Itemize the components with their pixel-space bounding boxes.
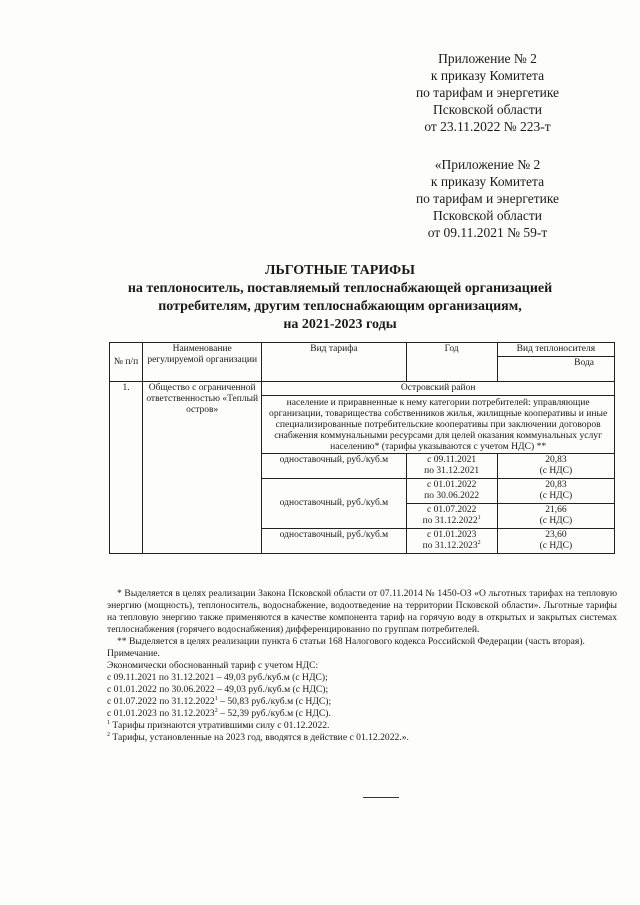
header-tariff-type: Вид тарифа [262,343,406,382]
cell-tariff-type: одноставочный, руб./куб.м [262,479,406,529]
cell-organization: Общество с ограниченной ответственностью «Теплый остров» [143,382,262,554]
title-line: потребителям, другим теплоснабжающим организациям, [158,299,522,314]
tariff-table [109,342,615,554]
title-line: на 2021-2023 годы [283,317,397,332]
vat-note: (с НДС) [539,516,573,526]
cell-tariff-type: одноставочный, руб./куб.м [262,454,406,479]
table-row [110,382,615,396]
cell-value [497,454,614,479]
vat-note: (с НДС) [539,491,573,501]
period-to: по 30.06.2022 [424,491,480,501]
tariff-value: 21,66 [545,505,567,515]
econ-item: с 01.07.2022 по 31.12.2022$^1$ – 50,83 руб./куб.м (с НДС); [107,695,332,707]
cell-period [406,529,497,554]
cell-value [497,479,614,504]
appendix-line: по тарифам и энергетике [415,85,560,100]
header-organization: Наименование регулируемой организации [143,343,262,382]
separator-line [363,797,399,798]
cell-consumer-category: население и приравненные к нему категории потребителей: управляющие организации, товарищества собственников жилья, жилищные кооперативы и иные специализированные потребительские кооперативы при заключении договоров снабжения коммунальными ресурсами для целей оказания коммунальных услуг населению* (тарифы указываются с учетом НДС) ** [262,396,615,454]
appendix-line: Псковской области [432,208,542,223]
appendix-line: к приказу Комитета [430,174,545,189]
footnote-double-asterisk: ** Выделяется в целях реализации пункта 6 статьи 168 Налогового кодекса Российской Федерации (часть вторая). [117,636,585,647]
cell-period [406,504,497,529]
vat-note: (с НДС) [539,541,573,551]
table-header-row [110,343,615,357]
vat-note: (с НДС) [539,466,573,476]
header-num: № п/п [110,343,143,382]
cell-value [497,529,614,554]
period-from: с 09.11.2021 [427,455,477,465]
appendix-header-current [395,50,580,135]
cell-value [497,504,614,529]
footnote-asterisk: * Выделяется в целях реализации Закона Псковской области от 07.11.2014 № 1450-ОЗ «О льготных тарифах на тепловую энергию (мощность), теплоноситель, водоснабжение, водоотведение на территории Псковской области». Льготные тарифы на тепловую энергию также применяются в качестве компонента тариф на горячую воду в открытых и закрытых системах теплоснабжения (горячего водоснабжения) дифференцированно по группам потребителей. [107,588,617,635]
period-to: по 31.12.2022$^1$ [422,514,481,526]
cell-row-number: 1. [110,382,143,554]
footnotes [107,588,617,744]
document-title [60,262,620,334]
appendix-line: от 23.11.2022 № 223-т [424,119,551,134]
cell-tariff-type: одноставочный, руб./куб.м [262,529,406,554]
appendix-line: от 09.11.2021 № 59-т [427,225,548,240]
remark-heading: Примечание. [107,648,160,659]
tariff-value: 20,83 [545,455,567,465]
footnote-2: $^2$ Тарифы, установленные на 2023 год, вводятся в действие с 01.12.2022.». [107,731,409,743]
period-from: с 01.01.2022 [426,480,477,490]
cell-period [406,479,497,504]
econ-item: с 01.01.2022 по 30.06.2022 – 49,03 руб./куб.м (с НДС); [107,684,329,695]
header-water: Вода [497,357,614,382]
cell-period [406,454,497,479]
footnote-1: $^1$ Тарифы признаются утратившими силу с 01.12.2022. [107,719,330,731]
cell-district: Островский район [262,382,615,396]
title-line: ЛЬГОТНЫЕ ТАРИФЫ [265,263,415,278]
appendix-line: к приказу Комитета [430,68,545,83]
tariff-value: 20,83 [545,480,567,490]
period-to: по 31.12.2023$^2$ [422,539,481,551]
appendix-line: по тарифам и энергетике [415,191,560,206]
title-line: на теплоноситель, поставляемый теплоснабжающей организацией [127,281,553,296]
econ-item: с 01.01.2023 по 31.12.2023$^2$ – 52,39 руб./куб.м (с НДС). [107,707,331,719]
period-from: с 01.01.2023 [426,530,477,540]
appendix-line: «Приложение № 2 [434,157,541,172]
econ-item: с 09.11.2021 по 31.12.2021 – 49,03 руб./куб.м (с НДС); [107,672,328,683]
econ-heading: Экономически обоснованный тариф с учетом НДС: [107,660,319,671]
header-year: Год [406,343,497,382]
period-to: по 31.12.2021 [424,466,480,476]
appendix-line: Псковской области [432,102,542,117]
appendix-line: Приложение № 2 [438,51,537,66]
period-from: с 01.07.2022 [426,505,477,515]
header-carrier: Вид теплоносителя [497,343,614,357]
appendix-header-previous [395,156,580,241]
tariff-value: 23,60 [545,530,567,540]
